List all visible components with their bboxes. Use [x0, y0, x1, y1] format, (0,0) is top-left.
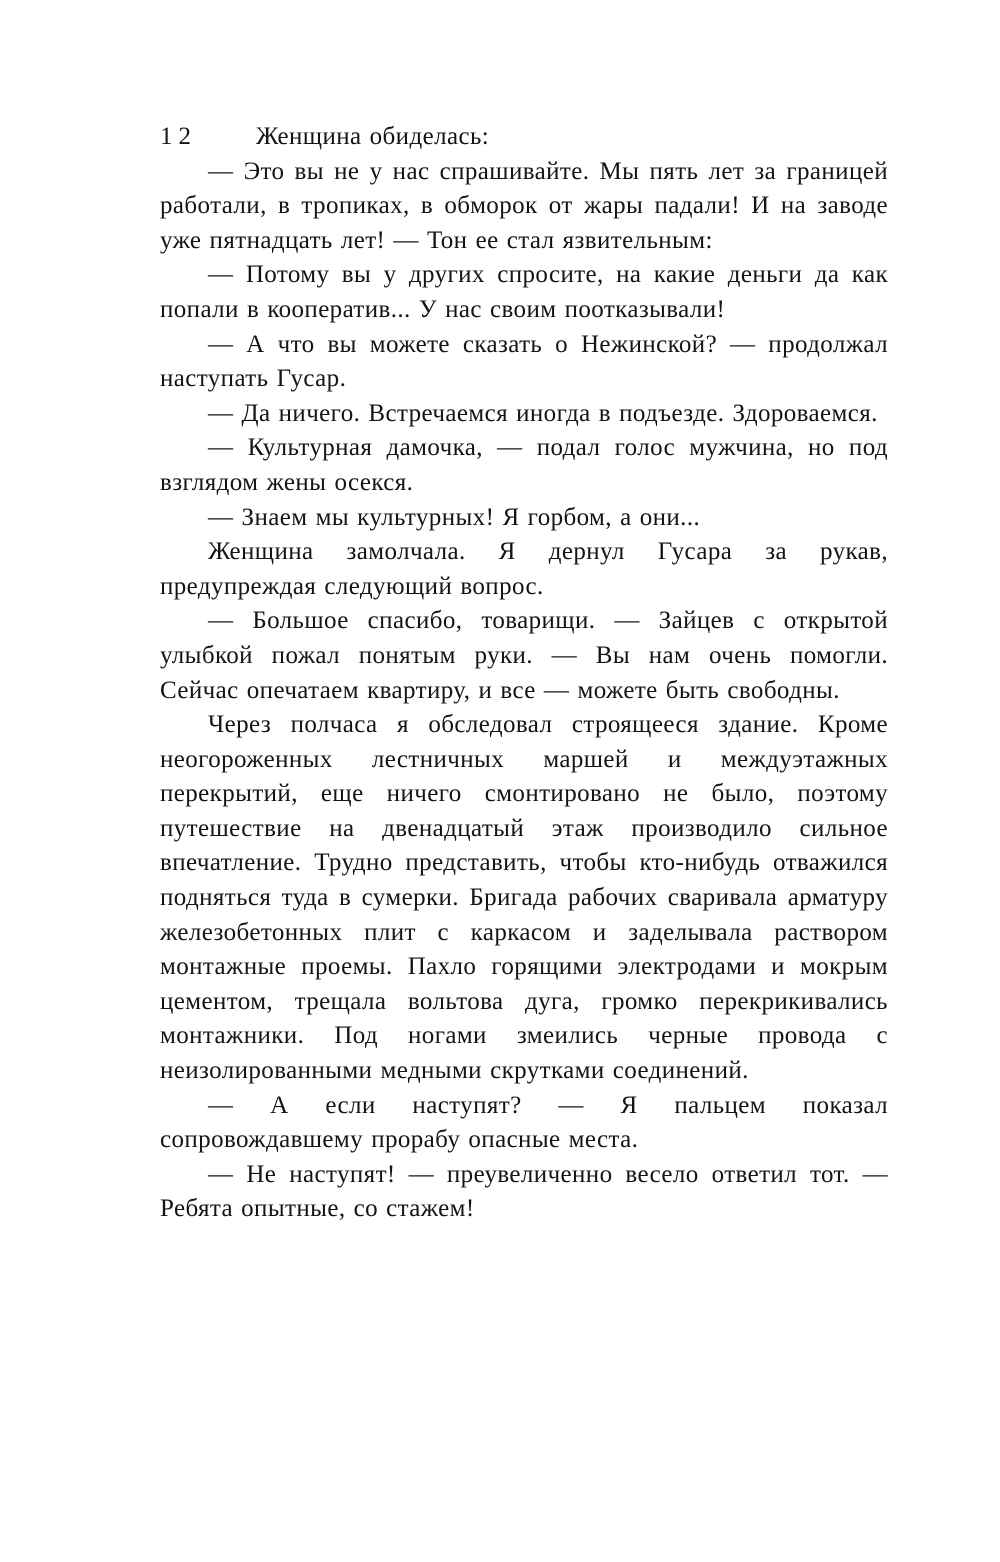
paragraph: Женщина замолчала. Я дернул Гусара за рукав, предупреждая следующий вопрос.	[160, 538, 888, 600]
paragraph: — А если наступят? — Я пальцем показал сопровождавшему прорабу опасные места.	[160, 1091, 888, 1154]
paragraph: — Это вы не у нас спрашивайте. Мы пять лет за границей работали, в тропиках, в обморок от жары падали! И на заводе уже пятнадцать лет! — Тон ее стал язвительным:	[160, 157, 888, 254]
page-number: 12	[160, 123, 197, 150]
paragraph: Через полчаса я обследовал строящееся здание. Кроме неогороженных лестничных маршей и междуэтажных перекрытий, еще ничего смонтировано не было, поэтому путешествие на двенадцатый этаж производило сильное впечатление. Трудно представить, чтобы кто-нибудь отважился подняться туда в сумерки. Бригада рабочих сваривала арматуру железобетонных плит с каркасом и заделывала раствором монтажные проемы. Пахло горящими электродами и мокрым цементом, трещала вольтова дуга, громко перекрикивались монтажники. Под ногами змеились черные провода с неизолированными медными скрутками соединений.	[160, 711, 888, 1085]
paragraph-text: Женщина обиделась:	[256, 123, 490, 150]
paragraph: — Потому вы у других спросите, на какие деньги да как попали в кооператив... У нас своим поотказывали!	[160, 261, 888, 323]
text-block	[160, 120, 888, 1227]
paragraph	[160, 120, 888, 155]
paragraph: — Не наступят! — преувеличенно весело ответил тот. — Ребята опытные, со стажем!	[160, 1160, 888, 1223]
paragraph: — Знаем мы культурных! Я горбом, а они...	[208, 503, 701, 531]
paragraph: — Культурная дамочка, — подал голос мужчина, но под взглядом жены осекся.	[160, 434, 888, 496]
paragraph: — Большое спасибо, товарищи. — Зайцев с открытой улыбкой пожал понятым руки. — Вы нам очень помогли. Сейчас опечатаем квартиру, и все — можете быть свободны.	[160, 607, 888, 704]
paragraph: — А что вы можете сказать о Нежинской? — продолжал наступать Гусар.	[160, 330, 888, 393]
paragraph: — Да ничего. Встречаемся иногда в подъезде. Здороваемся.	[208, 399, 878, 427]
